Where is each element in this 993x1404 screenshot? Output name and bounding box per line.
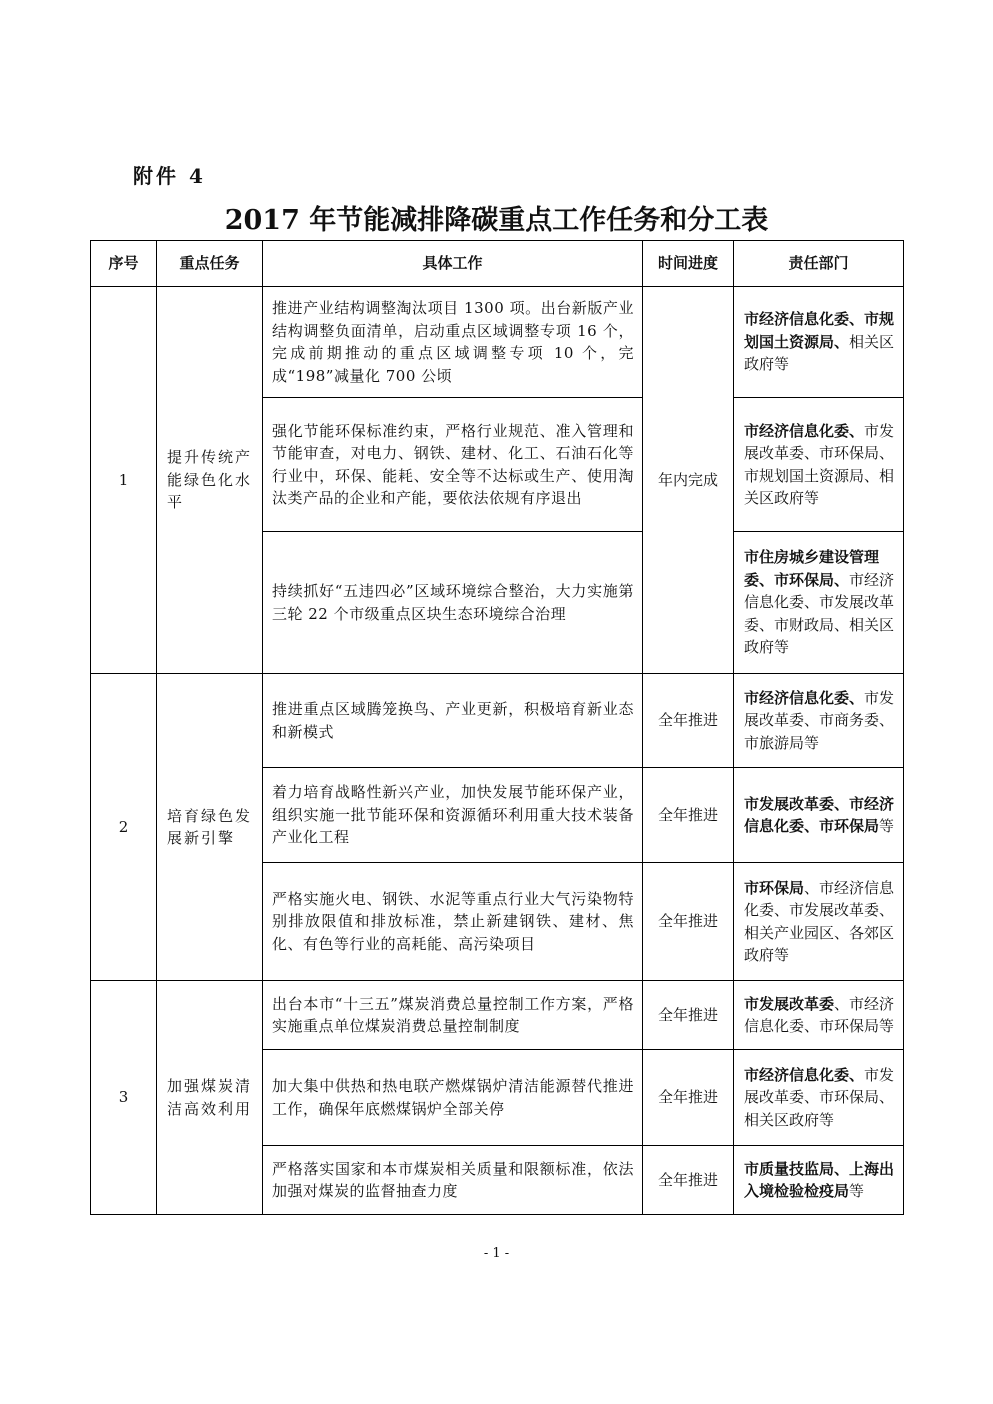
responsible-dept: [734, 287, 904, 398]
work-item: 加大集中供热和热电联产燃煤锅炉清洁能源替代推进工作，确保年底燃煤锅炉全部关停: [263, 1050, 643, 1146]
responsible-dept: [734, 981, 904, 1050]
other-dept: 、市经济信息化委、市环保局等: [744, 994, 895, 1035]
lead-dept: 市经济信息化委、: [744, 421, 865, 440]
time-progress: 全年推进: [643, 1146, 734, 1215]
time-progress: 全年推进: [643, 1050, 734, 1146]
work-item: 推进重点区域腾笼换鸟、产业更新，积极培育新业态和新模式: [263, 674, 643, 768]
attachment-label: 附件 4: [133, 164, 206, 188]
header-task: 重点任务: [157, 241, 263, 287]
group-task: 加强煤炭清洁高效利用: [157, 981, 263, 1215]
group-task: 培育绿色发展新引擎: [157, 674, 263, 981]
work-item: 严格落实国家和本市煤炭相关质量和限额标准，依法加强对煤炭的监督抽查力度: [263, 1146, 643, 1215]
work-item: 强化节能环保标准约束，严格行业规范、准入管理和节能审查，对电力、钢铁、建材、化工、石油石化等行业中，环保、能耗、安全等不达标或生产、使用淘汰类产品的企业和产能，要依法依规有序退出: [263, 398, 643, 532]
other-dept: 市发展改革委、市环保局、市规划国土资源局、相关区政府等: [744, 421, 895, 507]
work-item: 出台本市“十三五”煤炭消费总量控制工作方案，严格实施重点单位煤炭消费总量控制制度: [263, 981, 643, 1050]
responsible-dept: [734, 532, 904, 674]
responsible-dept: [734, 398, 904, 532]
header-time: 时间进度: [643, 241, 734, 287]
responsible-dept: [734, 768, 904, 863]
other-dept: 等: [849, 1182, 865, 1200]
responsible-dept: [734, 1146, 904, 1215]
other-dept: 市发展改革委、市环保局、相关区政府等: [744, 1065, 895, 1129]
work-item: 推进产业结构调整淘汰项目 1300 项。出台新版产业结构调整负面清单，启动重点区域调整专项 16 个，完成前期推动的重点区域调整专项 10 个，完成“198”减量化 700 公顷: [263, 287, 643, 398]
time-progress: 全年推进: [643, 863, 734, 981]
header-dept: 责任部门: [734, 241, 904, 287]
responsible-dept: [734, 863, 904, 981]
responsible-dept: [734, 1050, 904, 1146]
other-dept: 市经济信息化委、市发展改革委、市财政局、相关区政府等: [744, 570, 895, 657]
lead-dept: 市经济信息化委、: [744, 688, 865, 707]
table-header-row: [91, 241, 904, 287]
page-title: 2017 年节能减排降碳重点工作任务和分工表: [224, 205, 769, 236]
other-dept: 、市经济信息化委、市发展改革委、相关产业园区、各郊区政府等: [744, 878, 895, 964]
group-number: 2: [91, 674, 157, 981]
task-table: [90, 240, 904, 1215]
work-item: 严格实施火电、钢铁、水泥等重点行业大气污染物特别排放限值和排放标准，禁止新建钢铁、建材、焦化、有色等行业的高耗能、高污染项目: [263, 863, 643, 981]
other-dept: 等: [879, 817, 895, 835]
lead-dept: 市住房城乡建设管理委、市环保局、: [744, 548, 880, 589]
lead-dept: 市环保局: [744, 878, 805, 897]
header-work: 具体工作: [263, 241, 643, 287]
group-number: 3: [91, 981, 157, 1215]
table-row: [91, 981, 904, 1050]
responsible-dept: [734, 674, 904, 768]
time-progress: 全年推进: [643, 674, 734, 768]
other-dept: 市发展改革委、市商务委、市旅游局等: [744, 688, 895, 752]
other-dept: 相关区政府等: [744, 332, 895, 374]
lead-dept: 市经济信息化委、市规划国土资源局、: [744, 310, 895, 351]
time-progress: 年内完成: [643, 287, 734, 674]
group-task: 提升传统产能绿色化水平: [157, 287, 263, 674]
page-number: - 1 -: [483, 1246, 510, 1261]
header-no: 序号: [91, 241, 157, 287]
table-row: [91, 287, 904, 398]
lead-dept: 市经济信息化委、: [744, 1065, 865, 1084]
lead-dept: 市发展改革委、市经济信息化委、市环保局: [744, 794, 895, 835]
table-row: [91, 674, 904, 768]
group-number: 1: [91, 287, 157, 674]
lead-dept: 市发展改革委: [744, 994, 835, 1013]
time-progress: 全年推进: [643, 768, 734, 863]
time-progress: 全年推进: [643, 981, 734, 1050]
work-item: 着力培育战略性新兴产业，加快发展节能环保产业，组织实施一批节能环保和资源循环利用重大技术装备产业化工程: [263, 768, 643, 863]
lead-dept: 市质量技监局、上海出入境检验检疫局: [744, 1159, 895, 1200]
work-item: 持续抓好“五违四必”区域环境综合整治，大力实施第三轮 22 个市级重点区块生态环境综合治理: [263, 532, 643, 674]
